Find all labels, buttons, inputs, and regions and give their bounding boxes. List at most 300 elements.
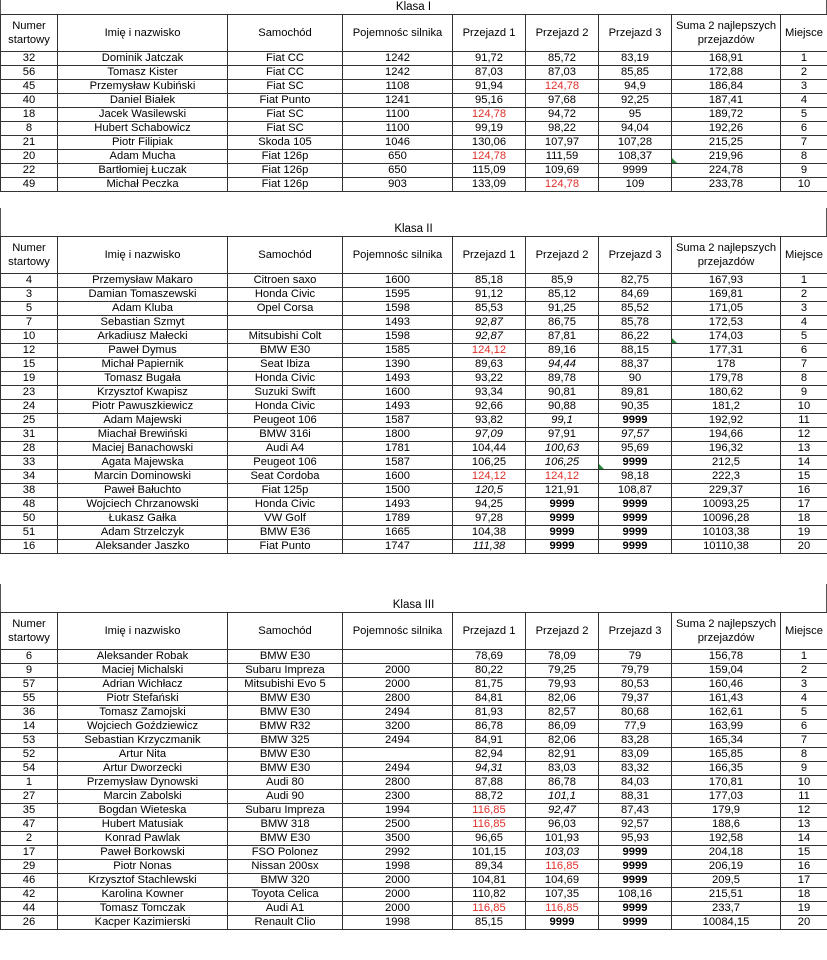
col-imie-header: Imię i nazwisko: [58, 613, 228, 650]
table-row: [1, 650, 827, 664]
col-przejazd-1-cell: 82,94: [453, 748, 526, 762]
col-przejazd-1-cell: 116,85: [453, 818, 526, 832]
col-suma-cell: 179,9: [672, 804, 781, 818]
col-miejsce-cell: 1: [781, 274, 827, 288]
col-przejazd-1-cell: 97,28: [453, 512, 526, 526]
col-przejazd-3-cell: 79: [599, 650, 672, 664]
table-row: [1, 902, 827, 916]
col-przejazd-3-cell: 88,15: [599, 344, 672, 358]
col-suma-cell: 170,81: [672, 776, 781, 790]
col-przejazd-1-cell: 93,34: [453, 386, 526, 400]
table-row: [1, 344, 827, 358]
col-pojemnosc-cell: 650: [343, 150, 453, 164]
table-row: [1, 150, 827, 164]
col-przejazd-3-cell: 98,18: [599, 470, 672, 484]
table-row: [1, 678, 827, 692]
table-row: [1, 358, 827, 372]
col-przejazd-1-cell: 85,53: [453, 302, 526, 316]
col-przejazd-2-cell: 86,78: [526, 776, 599, 790]
col-numer-cell: 49: [1, 178, 58, 192]
col-miejsce-cell: 9: [781, 762, 827, 776]
col-samochod-cell: BMW 316i: [228, 428, 343, 442]
col-samochod-cell: BMW 318: [228, 818, 343, 832]
col-samochod-cell: BMW 325: [228, 734, 343, 748]
col-suma-cell: 163,99: [672, 720, 781, 734]
table-row: [1, 94, 827, 108]
col-przejazd-2-cell: 96,03: [526, 818, 599, 832]
col-miejsce-cell: 9: [781, 386, 827, 400]
col-przejazd-1-header: Przejazd 1: [453, 237, 526, 274]
col-przejazd-3-header: Przejazd 3: [599, 613, 672, 650]
col-imie-cell: Adam Majewski: [58, 414, 228, 428]
col-numer-cell: 3: [1, 288, 58, 302]
col-suma-header: Suma 2 najlepszych przejazdów: [672, 15, 781, 52]
col-przejazd-3-cell: 90: [599, 372, 672, 386]
col-imie-cell: Miachał Brewiński: [58, 428, 228, 442]
col-suma-cell: 215,51: [672, 888, 781, 902]
col-pojemnosc-cell: 1242: [343, 52, 453, 66]
col-pojemnosc-cell: 903: [343, 178, 453, 192]
col-samochod-cell: Citroen saxo: [228, 274, 343, 288]
col-przejazd-2-cell: 101,1: [526, 790, 599, 804]
col-suma-cell: 212,5: [672, 456, 781, 470]
col-numer-cell: 22: [1, 164, 58, 178]
col-imie-cell: Wojciech Chrzanowski: [58, 498, 228, 512]
col-suma-cell: 187,41: [672, 94, 781, 108]
col-miejsce-cell: 7: [781, 358, 827, 372]
col-przejazd-2-cell: 90,81: [526, 386, 599, 400]
col-suma-cell: 165,34: [672, 734, 781, 748]
col-miejsce-cell: 6: [781, 122, 827, 136]
col-samochod-header: Samochód: [228, 613, 343, 650]
col-suma-cell: 10093,25: [672, 498, 781, 512]
col-przejazd-3-cell: 88,31: [599, 790, 672, 804]
col-miejsce-cell: 6: [781, 720, 827, 734]
col-przejazd-3-cell: 108,87: [599, 484, 672, 498]
col-numer-cell: 33: [1, 456, 58, 470]
col-przejazd-2-cell: 82,57: [526, 706, 599, 720]
col-suma-cell: 168,91: [672, 52, 781, 66]
table-row: [1, 512, 827, 526]
col-suma-cell: 233,7: [672, 902, 781, 916]
col-numer-cell: 32: [1, 52, 58, 66]
spacer-row: [0, 584, 827, 598]
col-suma-cell: 166,35: [672, 762, 781, 776]
col-numer-cell: 57: [1, 678, 58, 692]
col-przejazd-3-cell: 108,16: [599, 888, 672, 902]
col-pojemnosc-cell: 1998: [343, 916, 453, 930]
table-row: [1, 136, 827, 150]
col-przejazd-2-cell: 82,91: [526, 748, 599, 762]
col-przejazd-1-cell: 92,87: [453, 316, 526, 330]
col-imie-header: Imię i nazwisko: [58, 237, 228, 274]
col-samochod-cell: Subaru Impreza: [228, 664, 343, 678]
table-row: [1, 734, 827, 748]
col-samochod-cell: Peugeot 106: [228, 456, 343, 470]
col-przejazd-2-cell: 86,75: [526, 316, 599, 330]
col-pojemnosc-cell: [343, 650, 453, 664]
col-przejazd-3-cell: 9999: [599, 874, 672, 888]
col-miejsce-cell: 12: [781, 428, 827, 442]
table-row: [1, 414, 827, 428]
col-samochod-cell: Audi A4: [228, 442, 343, 456]
col-suma-cell: 174,03: [672, 330, 781, 344]
col-samochod-cell: Honda Civic: [228, 400, 343, 414]
col-przejazd-2-cell: 92,47: [526, 804, 599, 818]
col-przejazd-2-cell: 86,09: [526, 720, 599, 734]
col-samochod-cell: Skoda 105: [228, 136, 343, 150]
table-row: [1, 692, 827, 706]
col-imie-cell: Adrian Wichłacz: [58, 678, 228, 692]
col-miejsce-cell: 2: [781, 288, 827, 302]
col-przejazd-2-cell: 85,9: [526, 274, 599, 288]
col-przejazd-3-cell: 9999: [599, 902, 672, 916]
col-suma-cell: 215,25: [672, 136, 781, 150]
col-przejazd-1-cell: 95,16: [453, 94, 526, 108]
col-miejsce-cell: 10: [781, 178, 827, 192]
col-przejazd-3-cell: 84,69: [599, 288, 672, 302]
col-numer-cell: 5: [1, 302, 58, 316]
col-suma-header: Suma 2 najlepszych przejazdów: [672, 613, 781, 650]
col-imie-cell: Tomasz Bugała: [58, 372, 228, 386]
col-pojemnosc-cell: 1600: [343, 386, 453, 400]
col-suma-cell: 160,46: [672, 678, 781, 692]
col-numer-cell: 50: [1, 512, 58, 526]
col-pojemnosc-cell: 1493: [343, 316, 453, 330]
col-pojemnosc-cell: 1241: [343, 94, 453, 108]
col-przejazd-1-header: Przejazd 1: [453, 15, 526, 52]
col-imie-cell: Daniel Białek: [58, 94, 228, 108]
table-row: [1, 484, 827, 498]
table-row: [1, 178, 827, 192]
col-imie-cell: Adam Kluba: [58, 302, 228, 316]
col-pojemnosc-cell: 1493: [343, 498, 453, 512]
col-numer-header: Numer startowy: [1, 613, 58, 650]
col-pojemnosc-cell: 1587: [343, 414, 453, 428]
table-row: [1, 498, 827, 512]
col-numer-cell: 35: [1, 804, 58, 818]
col-numer-cell: 29: [1, 860, 58, 874]
col-przejazd-1-cell: 116,85: [453, 804, 526, 818]
table-row: [1, 80, 827, 94]
col-pojemnosc-cell: 1747: [343, 540, 453, 554]
col-pojemnosc-cell: 2000: [343, 874, 453, 888]
col-samochod-cell: BMW R32: [228, 720, 343, 734]
col-przejazd-2-cell: 9999: [526, 540, 599, 554]
col-przejazd-3-cell: 9999: [599, 512, 672, 526]
col-imie-cell: Michał Peczka: [58, 178, 228, 192]
col-imie-header: Imię i nazwisko: [58, 15, 228, 52]
col-pojemnosc-cell: 2494: [343, 706, 453, 720]
col-samochod-cell: Mitsubishi Colt: [228, 330, 343, 344]
col-miejsce-cell: 19: [781, 526, 827, 540]
table-row: [1, 470, 827, 484]
col-numer-cell: 56: [1, 66, 58, 80]
col-miejsce-cell: 10: [781, 400, 827, 414]
table-row: [1, 860, 827, 874]
col-przejazd-2-header: Przejazd 2: [526, 613, 599, 650]
col-imie-cell: Adam Strzelczyk: [58, 526, 228, 540]
col-samochod-cell: Fiat 126p: [228, 150, 343, 164]
col-samochod-cell: Suzuki Swift: [228, 386, 343, 400]
col-imie-cell: Hubert Schabowicz: [58, 122, 228, 136]
col-przejazd-1-cell: 99,19: [453, 122, 526, 136]
col-suma-cell: 167,93: [672, 274, 781, 288]
col-przejazd-3-cell: 9999: [599, 164, 672, 178]
col-przejazd-3-cell: 77,9: [599, 720, 672, 734]
col-przejazd-1-cell: 94,31: [453, 762, 526, 776]
col-przejazd-3-cell: 95,93: [599, 832, 672, 846]
col-pojemnosc-cell: 1500: [343, 484, 453, 498]
col-suma-cell: 219,96: [672, 150, 781, 164]
col-miejsce-cell: 3: [781, 80, 827, 94]
col-przejazd-2-cell: 90,88: [526, 400, 599, 414]
col-suma-cell: 204,18: [672, 846, 781, 860]
col-samochod-cell: BMW E30: [228, 762, 343, 776]
col-numer-cell: 26: [1, 916, 58, 930]
col-miejsce-cell: 18: [781, 888, 827, 902]
col-przejazd-1-cell: 92,66: [453, 400, 526, 414]
col-przejazd-1-cell: 80,22: [453, 664, 526, 678]
col-pojemnosc-cell: 1789: [343, 512, 453, 526]
col-przejazd-1-cell: 91,72: [453, 52, 526, 66]
col-imie-cell: Aleksander Jaszko: [58, 540, 228, 554]
col-numer-cell: 10: [1, 330, 58, 344]
table-row: [1, 762, 827, 776]
col-pojemnosc-cell: 1493: [343, 400, 453, 414]
col-przejazd-3-cell: 9999: [599, 526, 672, 540]
col-przejazd-1-cell: 89,34: [453, 860, 526, 874]
col-przejazd-1-cell: 81,93: [453, 706, 526, 720]
col-numer-cell: 6: [1, 650, 58, 664]
col-przejazd-3-cell: 95: [599, 108, 672, 122]
table-row: [1, 372, 827, 386]
col-miejsce-cell: 8: [781, 150, 827, 164]
col-suma-cell: 192,58: [672, 832, 781, 846]
col-przejazd-3-cell: 88,37: [599, 358, 672, 372]
col-imie-cell: Bogdan Wieteska: [58, 804, 228, 818]
table-row: [1, 400, 827, 414]
col-przejazd-2-cell: 83,03: [526, 762, 599, 776]
col-miejsce-cell: 4: [781, 94, 827, 108]
col-samochod-cell: Audi 90: [228, 790, 343, 804]
table-row: [1, 804, 827, 818]
col-przejazd-1-cell: 124,12: [453, 344, 526, 358]
col-suma-cell: 229,37: [672, 484, 781, 498]
col-przejazd-1-cell: 116,85: [453, 902, 526, 916]
table-row: [1, 316, 827, 330]
col-przejazd-3-cell: 109: [599, 178, 672, 192]
col-przejazd-3-cell: 9999: [599, 846, 672, 860]
header-row: [1, 613, 827, 650]
col-samochod-cell: Fiat CC: [228, 52, 343, 66]
col-numer-cell: 16: [1, 540, 58, 554]
col-przejazd-1-cell: 97,09: [453, 428, 526, 442]
col-imie-cell: Piotr Filipiak: [58, 136, 228, 150]
col-przejazd-3-cell: 92,57: [599, 818, 672, 832]
col-imie-cell: Paweł Dymus: [58, 344, 228, 358]
col-miejsce-cell: 20: [781, 916, 827, 930]
col-przejazd-2-cell: 121,91: [526, 484, 599, 498]
col-przejazd-2-cell: 101,93: [526, 832, 599, 846]
col-przejazd-3-cell: 85,52: [599, 302, 672, 316]
col-suma-cell: 180,62: [672, 386, 781, 400]
col-miejsce-cell: 8: [781, 372, 827, 386]
col-przejazd-1-cell: 104,44: [453, 442, 526, 456]
col-numer-cell: 47: [1, 818, 58, 832]
col-samochod-cell: Fiat Punto: [228, 540, 343, 554]
col-numer-cell: 18: [1, 108, 58, 122]
col-numer-cell: 55: [1, 692, 58, 706]
col-samochod-cell: Opel Corsa: [228, 302, 343, 316]
col-przejazd-3-cell: 9999: [599, 456, 672, 470]
col-numer-cell: 48: [1, 498, 58, 512]
col-przejazd-2-cell: 97,91: [526, 428, 599, 442]
col-przejazd-1-cell: 110,82: [453, 888, 526, 902]
table-row: [1, 776, 827, 790]
col-suma-cell: 10103,38: [672, 526, 781, 540]
col-przejazd-3-header: Przejazd 3: [599, 15, 672, 52]
col-samochod-cell: Fiat 126p: [228, 178, 343, 192]
table-row: [1, 330, 827, 344]
col-przejazd-2-cell: 94,72: [526, 108, 599, 122]
table-row: [1, 706, 827, 720]
col-samochod-cell: Fiat Punto: [228, 94, 343, 108]
col-przejazd-2-cell: 79,93: [526, 678, 599, 692]
col-suma-cell: 159,04: [672, 664, 781, 678]
col-pojemnosc-cell: 1242: [343, 66, 453, 80]
col-przejazd-2-cell: 124,12: [526, 470, 599, 484]
col-miejsce-cell: 13: [781, 818, 827, 832]
col-numer-cell: 20: [1, 150, 58, 164]
col-przejazd-1-cell: 133,09: [453, 178, 526, 192]
col-miejsce-cell: 1: [781, 52, 827, 66]
col-przejazd-3-cell: 80,68: [599, 706, 672, 720]
col-imie-cell: Karolina Kowner: [58, 888, 228, 902]
col-numer-cell: 51: [1, 526, 58, 540]
col-suma-cell: 196,32: [672, 442, 781, 456]
col-suma-cell: 188,6: [672, 818, 781, 832]
col-przejazd-1-cell: 87,88: [453, 776, 526, 790]
col-przejazd-2-cell: 99,1: [526, 414, 599, 428]
col-przejazd-2-cell: 85,12: [526, 288, 599, 302]
table-row: [1, 288, 827, 302]
col-suma-cell: 206,19: [672, 860, 781, 874]
col-numer-cell: 52: [1, 748, 58, 762]
col-przejazd-2-cell: 82,06: [526, 734, 599, 748]
col-imie-cell: Konrad Pawlak: [58, 832, 228, 846]
col-pojemnosc-cell: 650: [343, 164, 453, 178]
col-przejazd-1-cell: 85,15: [453, 916, 526, 930]
col-pojemnosc-cell: 1800: [343, 428, 453, 442]
col-przejazd-3-cell: 85,85: [599, 66, 672, 80]
col-pojemnosc-header: Pojemnośc silnika: [343, 237, 453, 274]
table-row: [1, 274, 827, 288]
class-title: Klasa I: [0, 0, 827, 14]
col-pojemnosc-cell: 1595: [343, 288, 453, 302]
col-miejsce-cell: 10: [781, 776, 827, 790]
col-pojemnosc-cell: 2500: [343, 818, 453, 832]
col-imie-cell: Maciej Michalski: [58, 664, 228, 678]
col-przejazd-2-cell: 124,78: [526, 80, 599, 94]
col-przejazd-2-cell: 106,25: [526, 456, 599, 470]
col-pojemnosc-cell: 1100: [343, 108, 453, 122]
col-imie-cell: Aleksander Robak: [58, 650, 228, 664]
col-miejsce-cell: 3: [781, 678, 827, 692]
col-suma-cell: 186,84: [672, 80, 781, 94]
col-przejazd-2-cell: 111,59: [526, 150, 599, 164]
col-imie-cell: Damian Tomaszewski: [58, 288, 228, 302]
col-suma-cell: 169,81: [672, 288, 781, 302]
col-suma-cell: 171,05: [672, 302, 781, 316]
col-pojemnosc-cell: 1390: [343, 358, 453, 372]
col-przejazd-1-cell: 96,65: [453, 832, 526, 846]
col-przejazd-3-cell: 9999: [599, 414, 672, 428]
col-imie-cell: Maciej Banachowski: [58, 442, 228, 456]
col-przejazd-2-cell: 98,22: [526, 122, 599, 136]
col-przejazd-2-cell: 9999: [526, 526, 599, 540]
col-numer-cell: 4: [1, 274, 58, 288]
col-samochod-cell: BMW E30: [228, 832, 343, 846]
col-miejsce-cell: 15: [781, 846, 827, 860]
col-miejsce-cell: 16: [781, 860, 827, 874]
col-samochod-header: Samochód: [228, 15, 343, 52]
col-miejsce-cell: 6: [781, 344, 827, 358]
col-przejazd-3-cell: 79,79: [599, 664, 672, 678]
col-przejazd-3-cell: 85,78: [599, 316, 672, 330]
col-imie-cell: Bartłomiej Łuczak: [58, 164, 228, 178]
col-imie-cell: Piotr Nonas: [58, 860, 228, 874]
col-przejazd-1-cell: 84,81: [453, 692, 526, 706]
col-miejsce-cell: 14: [781, 832, 827, 846]
table-row: [1, 428, 827, 442]
table-row: [1, 916, 827, 930]
col-przejazd-2-cell: 97,68: [526, 94, 599, 108]
col-miejsce-cell: 17: [781, 498, 827, 512]
col-imie-cell: Dominik Jatczak: [58, 52, 228, 66]
col-imie-cell: Adam Mucha: [58, 150, 228, 164]
table-row: [1, 302, 827, 316]
results-table: [0, 14, 827, 192]
col-suma-cell: 224,78: [672, 164, 781, 178]
col-suma-cell: 178: [672, 358, 781, 372]
col-przejazd-2-cell: 87,81: [526, 330, 599, 344]
col-pojemnosc-cell: 1108: [343, 80, 453, 94]
col-przejazd-1-cell: 120,5: [453, 484, 526, 498]
col-numer-header: Numer startowy: [1, 15, 58, 52]
col-przejazd-1-cell: 94,25: [453, 498, 526, 512]
col-przejazd-2-cell: 78,09: [526, 650, 599, 664]
header-row: [1, 237, 827, 274]
col-miejsce-cell: 4: [781, 692, 827, 706]
col-miejsce-cell: 14: [781, 456, 827, 470]
col-pojemnosc-cell: 1600: [343, 470, 453, 484]
col-samochod-cell: BMW E30: [228, 706, 343, 720]
col-suma-cell: 172,88: [672, 66, 781, 80]
col-numer-cell: 27: [1, 790, 58, 804]
col-numer-cell: 31: [1, 428, 58, 442]
col-pojemnosc-cell: 3500: [343, 832, 453, 846]
col-imie-cell: Jacek Wasilewski: [58, 108, 228, 122]
col-pojemnosc-cell: 1665: [343, 526, 453, 540]
col-przejazd-2-cell: 89,78: [526, 372, 599, 386]
col-numer-cell: 42: [1, 888, 58, 902]
col-imie-cell: Wojciech Goździewicz: [58, 720, 228, 734]
col-suma-cell: 209,5: [672, 874, 781, 888]
col-przejazd-2-cell: 109,69: [526, 164, 599, 178]
col-miejsce-cell: 5: [781, 330, 827, 344]
col-przejazd-1-cell: 78,69: [453, 650, 526, 664]
